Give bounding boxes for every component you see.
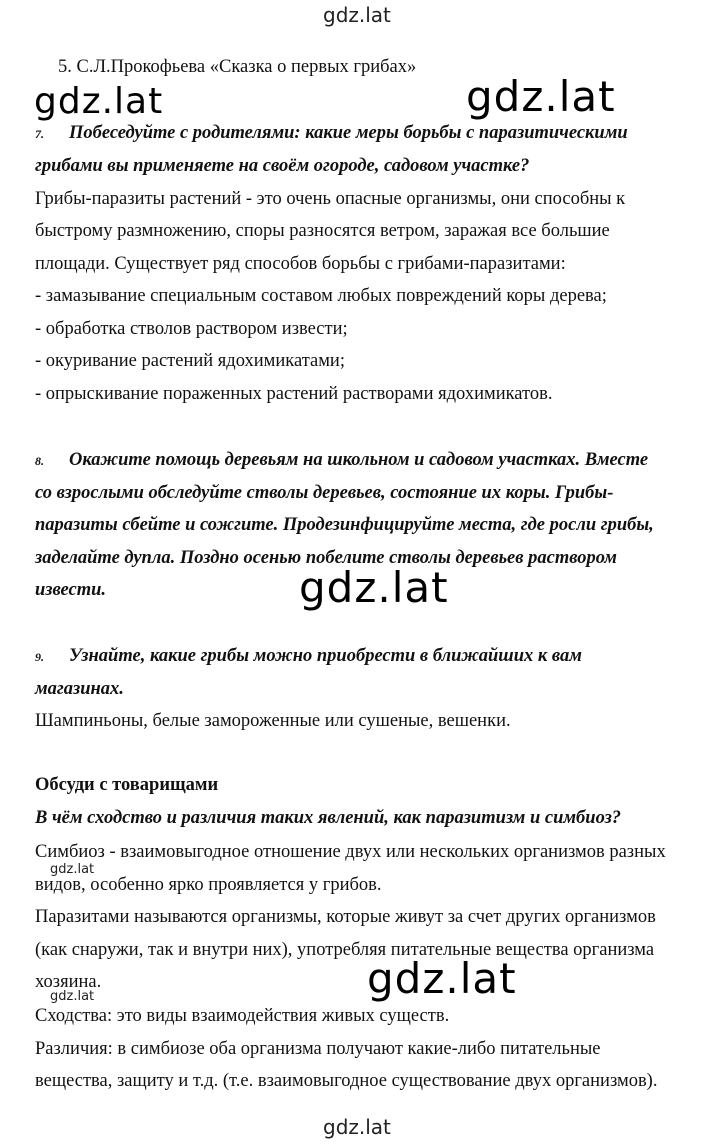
q7-text-line: быстрому размножению, споры разносятся ветром, заражая все большие	[35, 221, 610, 241]
watermark-top: gdz.lat	[323, 3, 391, 27]
q7-text-line: - обработка стволов раствором извести;	[35, 319, 348, 339]
q7-text-line: - опрыскивание пораженных растений растворами ядохимикатов.	[35, 384, 553, 404]
watermark-right: gdz.lat	[466, 72, 616, 121]
q7-text-line: - окуривание растений ядохимикатами;	[35, 351, 345, 371]
discuss-text-line: Симбиоз - взаимовыгодное отношение двух или нескольких организмов разных	[35, 842, 666, 862]
q7-number: 7.	[35, 127, 44, 141]
q7-text-line: Грибы-паразиты растений - это очень опасные организмы, они способны к	[35, 189, 626, 209]
discuss-text-line: Паразитами называются организмы, которые живут за счет других организмов	[35, 907, 656, 927]
q7-text-line: - замазывание специальным составом любых повреждений коры дерева;	[35, 286, 607, 306]
discuss-text-line: хозяина.	[35, 972, 102, 992]
discuss-text-line: вещества, защиту и т.д. (т.е. взаимовыгодное существование двух организмов).	[35, 1071, 658, 1091]
discuss-text-line: Различия: в симбиозе оба организма получают какие-либо питательные	[35, 1039, 601, 1059]
q7-text-line: площади. Существует ряд способов борьбы с грибами-паразитами:	[35, 254, 566, 274]
q7-title-line-1	[35, 124, 628, 143]
q8-title-line-1	[35, 451, 648, 470]
discuss-text-line: Сходства: это виды взаимодействия живых существ.	[35, 1006, 450, 1026]
q9-text: Шампиньоны, белые замороженные или сушеные, вешенки.	[35, 711, 511, 731]
q8-title-line: паразиты сбейте и сожгите. Продезинфицируйте места, где росли грибы,	[35, 515, 654, 535]
watermark-lower: gdz.lat	[367, 954, 517, 1003]
watermark-small-1: gdz.lat	[50, 862, 95, 877]
q9-title-line-1	[35, 647, 582, 666]
discuss-heading: Обсуди с товарищами	[35, 775, 219, 795]
discuss-text-line: (как снаружи, так и внутри них), употребляя питательные вещества организма	[35, 940, 655, 960]
q7-title-text-1: Побеседуйте с родителями: какие меры борьбы с паразитическими	[69, 123, 628, 143]
watermark-small-2: gdz.lat	[50, 989, 95, 1004]
q9-number: 9.	[35, 650, 44, 664]
q8-title-line: заделайте дупла. Поздно осенью побелите стволы деревьев раствором	[35, 548, 617, 568]
q9-title-text-1: Узнайте, какие грибы можно приобрести в ближайших к вам	[69, 646, 582, 666]
q9-title-line-2: магазинах.	[35, 679, 124, 699]
q8-number: 8.	[35, 454, 44, 468]
watermark-left: gdz.lat	[34, 81, 164, 122]
watermark-middle: gdz.lat	[299, 563, 449, 612]
q8-title-text-1: Окажите помощь деревьям на школьном и садовом участках. Вместе	[69, 450, 649, 470]
q8-title-line: извести.	[35, 580, 107, 600]
watermark-bottom: gdz.lat	[323, 1115, 391, 1139]
q8-title-line: со взрослыми обследуйте стволы деревьев, состояние их коры. Грибы-	[35, 483, 614, 503]
q7-title-line-2: грибами вы применяете на своём огороде, садовом участке?	[35, 156, 530, 176]
intro-line: 5. С.Л.Прокофьева «Сказка о первых грибах»	[58, 57, 417, 77]
discuss-question: В чём сходство и различия таких явлений, как паразитизм и симбиоз?	[35, 808, 622, 828]
discuss-text-line: видов, особенно ярко проявляется у грибов.	[35, 875, 382, 895]
